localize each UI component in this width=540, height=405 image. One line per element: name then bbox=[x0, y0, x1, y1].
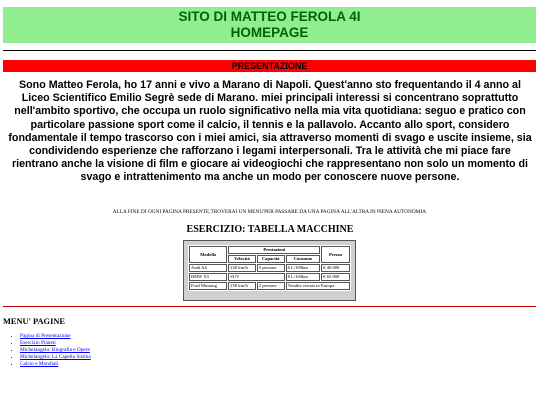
bottom-divider bbox=[3, 306, 536, 307]
header-prezzo: Prezzo bbox=[321, 246, 350, 263]
section-title: PRESENTAZIONE bbox=[231, 61, 308, 71]
cell-consumo: Vendita vietata in Europa bbox=[286, 282, 350, 290]
cell-prezzo: € 40.000 bbox=[321, 264, 350, 272]
cell-capacita: 2 persone bbox=[257, 282, 285, 290]
page-menu bbox=[8, 333, 91, 368]
header-prestazioni: Prestazioni bbox=[228, 246, 320, 254]
menu-link-presentazione[interactable]: Pagina di Presentazione bbox=[20, 333, 71, 339]
list-item bbox=[20, 361, 91, 368]
table-row bbox=[189, 264, 350, 272]
intro-paragraph: Sono Matteo Ferola, ho 17 anni e vivo a Marano di Napoli. Quest'anno sto frequentando il 4 anno al Liceo Scientifico Emilio Segrè sede di Marano. miei principali interessi si concentrano soprattutto nell'ambito sportivo, che occupa un ruolo significativo nella mia vita quotidiana: seguo e pratico con particolare passione sport come il calcio, il tennis e la pallavolo. Accanto allo sport, considero fondamentale il tempo trascorso con i miei amici, sia attraverso momenti di svago e uscite insieme, sia condividendo esperienze che rafforzano i legami interpersonali. Tra le attività che mi piace fare rientrano anche la visione di film e giocare ai videogiochi che rappresentano non solo un momento di svago e intrattenimento ma anche un modo per conoscere nuove persone. bbox=[8, 79, 532, 184]
list-item bbox=[20, 347, 91, 354]
cell-consumo: 6 L/100km bbox=[286, 264, 321, 272]
cars-table bbox=[188, 245, 351, 291]
header-consumo: Consumo bbox=[286, 255, 321, 263]
navigation-note: ALLA FINE DI OGNI PAGINA PRESENTE,TROVERAI UN MENU'PER PASSARE DA UNA PAGINA ALL'ALTRA IN PIENA AUTONOMIA. bbox=[112, 209, 428, 215]
menu-link-calcio-mondiali[interactable]: Calcio e Mondiali bbox=[20, 361, 59, 367]
cell-velocita: SUV bbox=[228, 273, 284, 281]
cell-prezzo: € 65.000 bbox=[321, 273, 350, 281]
header-velocita: Velocità bbox=[228, 255, 255, 263]
cell-modello: BMW X5 bbox=[189, 273, 227, 281]
cell-consumo: 8 L/100km bbox=[286, 273, 321, 281]
exercise-title: ESERCIZIO: TABELLA MACCHINE bbox=[186, 224, 354, 235]
cell-velocita: 220 km/h bbox=[228, 264, 255, 272]
list-item bbox=[20, 354, 91, 361]
cell-capacita: 5 persone bbox=[257, 264, 285, 272]
header-capacita: Capacità bbox=[257, 255, 285, 263]
menu-link-cappella-sistina[interactable]: Michelangelo: La Capella Sistina bbox=[20, 354, 91, 360]
table-header-row bbox=[189, 246, 350, 254]
cars-table-frame bbox=[183, 240, 356, 301]
header-modello: Modello bbox=[189, 246, 227, 263]
site-title: SITO DI MATTEO FEROLA 4I bbox=[178, 9, 361, 24]
top-divider bbox=[3, 50, 536, 51]
cell-velocita: 250 km/h bbox=[228, 282, 255, 290]
list-item bbox=[20, 340, 91, 347]
table-row bbox=[189, 273, 350, 281]
table-row bbox=[189, 282, 350, 290]
menu-title: MENU' PAGINE bbox=[3, 317, 65, 326]
menu-link-pianeti[interactable]: Esercizio Pianeti bbox=[20, 340, 56, 346]
cell-modello: Ford Mustang bbox=[189, 282, 227, 290]
cell-modello: Audi A4 bbox=[189, 264, 227, 272]
menu-link-michelangelo-biografia[interactable]: Michelangelo: Biografia e Opere bbox=[20, 347, 90, 353]
page-header bbox=[3, 7, 536, 43]
site-subtitle: HOMEPAGE bbox=[230, 25, 309, 40]
list-item bbox=[20, 333, 91, 340]
section-title-bar bbox=[3, 60, 536, 72]
